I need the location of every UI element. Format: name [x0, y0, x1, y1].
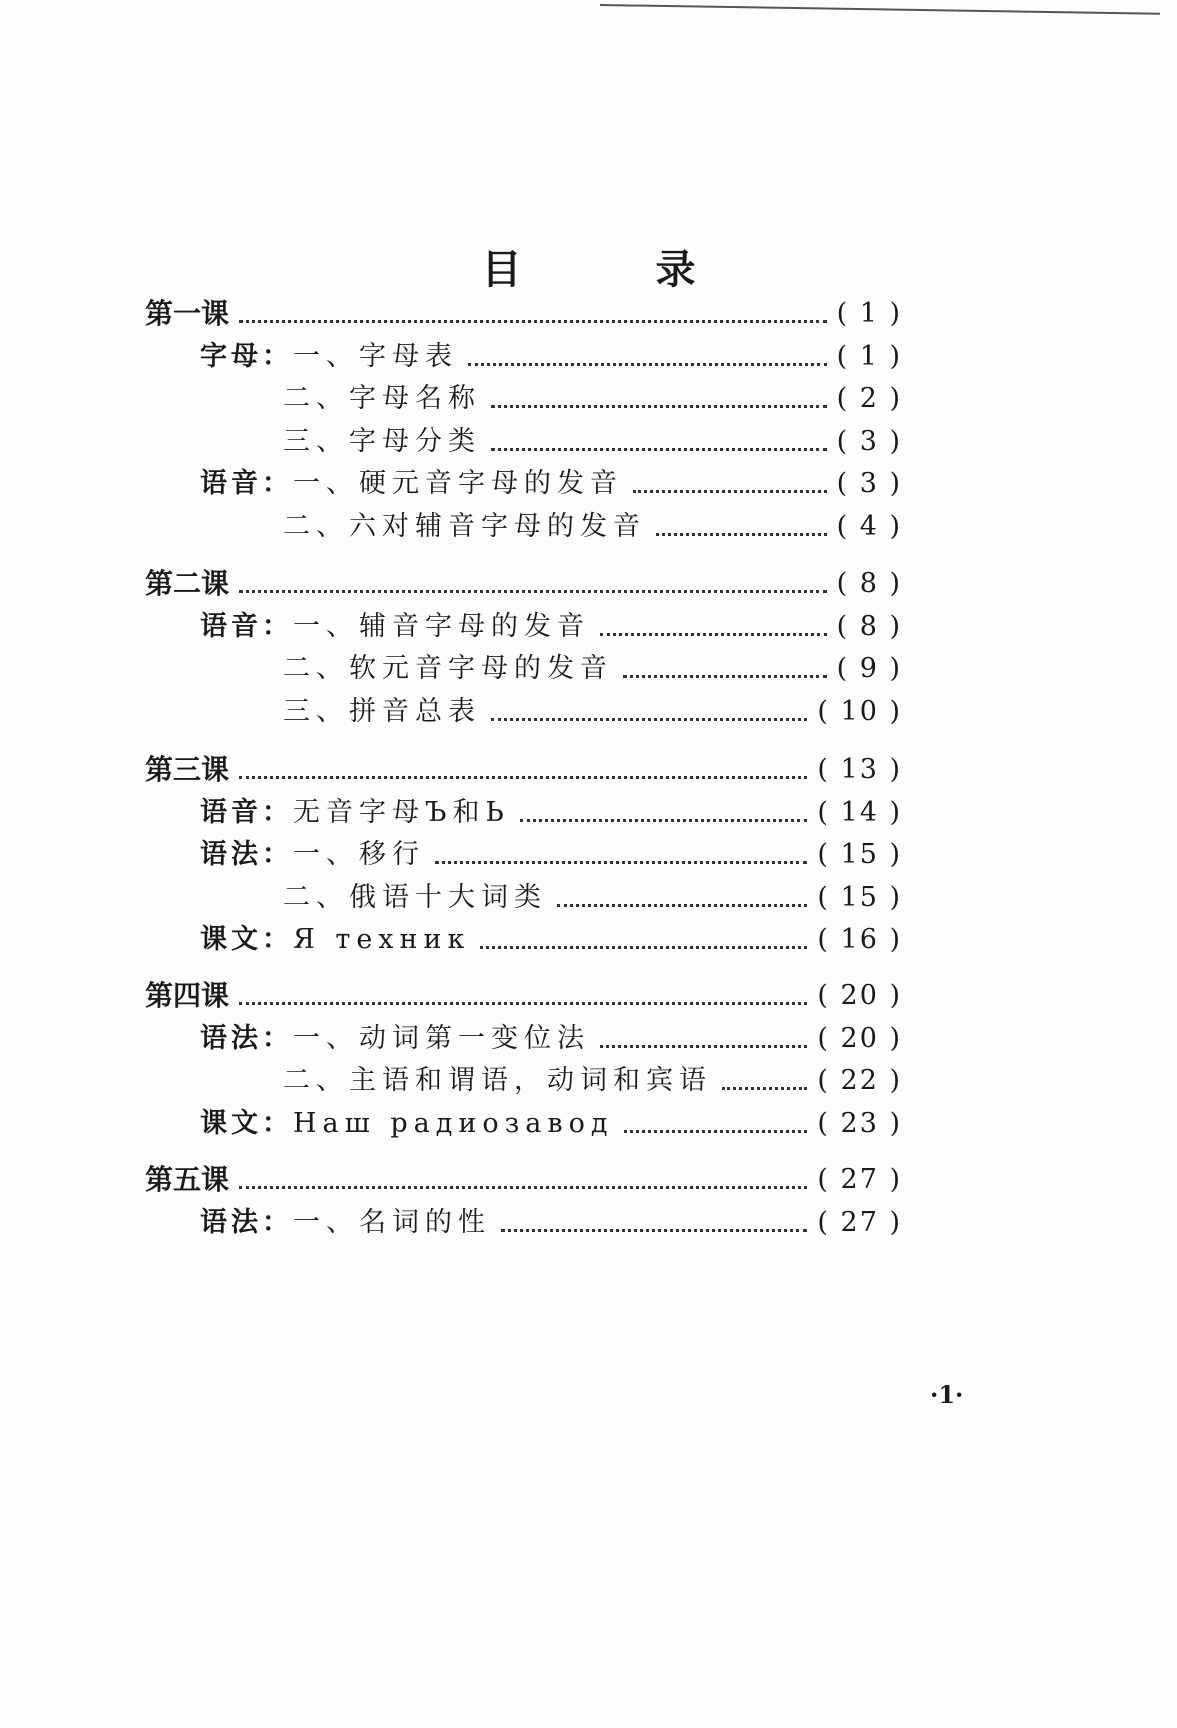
entry-page-number: ( 8 ): [836, 610, 902, 642]
toc-lesson-row[interactable]: [145, 566, 902, 602]
toc-entry-row[interactable]: [283, 381, 902, 417]
entry-title: 一、辅音字母的发音: [293, 610, 590, 642]
toc-lesson-row[interactable]: [145, 978, 902, 1014]
entry-title: 一、名词的性: [293, 1206, 491, 1238]
dot-leader: [633, 489, 827, 493]
entry-page-number: ( 9 ): [836, 653, 902, 684]
entry-page-number: ( 23 ): [817, 1107, 902, 1139]
entry-category: 字母：: [200, 340, 293, 372]
toc-entry-row[interactable]: [283, 694, 902, 730]
dot-leader: [468, 362, 827, 366]
lesson-page-number: ( 20 ): [817, 980, 902, 1011]
dot-leader: [480, 945, 807, 949]
dot-leader: [239, 1185, 807, 1189]
entry-title: Я техник: [293, 924, 471, 955]
dot-leader: [239, 775, 807, 779]
entry-category: 课文：: [200, 1107, 293, 1139]
entry-title: 一、移行: [293, 839, 425, 870]
toc-entry-row[interactable]: [200, 837, 902, 873]
entry-category: 语音：: [200, 610, 293, 642]
toc-entry-row[interactable]: [283, 509, 902, 545]
toc-entry-row[interactable]: [200, 609, 902, 645]
entry-title: 二、主语和谓语，动词和宾语: [283, 1065, 712, 1096]
dot-leader: [435, 860, 807, 864]
dot-leader: [239, 589, 827, 593]
toc-entry-row[interactable]: [200, 339, 902, 375]
dot-leader: [557, 903, 807, 907]
toc-entry-row[interactable]: [200, 922, 902, 958]
entry-page-number: ( 4 ): [836, 510, 902, 542]
dot-leader: [501, 1228, 807, 1232]
entry-category: 语法：: [200, 1206, 293, 1238]
toc-entry-row[interactable]: [283, 424, 902, 460]
dot-leader: [239, 319, 827, 323]
toc-entry-row[interactable]: [200, 1106, 902, 1142]
toc-entry-row[interactable]: [200, 466, 902, 502]
dot-leader: [600, 1044, 807, 1048]
entry-title: 二、软元音字母的发音: [283, 653, 613, 684]
lesson-title: 第三课: [145, 753, 230, 786]
lesson-title: 第五课: [145, 1163, 230, 1196]
dot-leader: [491, 717, 807, 721]
entry-category: 语音：: [200, 796, 293, 828]
entry-category: 课文：: [200, 924, 293, 955]
entry-page-number: ( 3 ): [836, 425, 902, 457]
dot-leader: [491, 447, 827, 451]
dot-leader: [722, 1086, 807, 1090]
entry-page-number: ( 20 ): [817, 1022, 902, 1054]
lesson-title: 第二课: [145, 567, 230, 600]
dot-leader: [656, 532, 827, 536]
toc-entry-row[interactable]: [200, 795, 902, 831]
toc-entry-row[interactable]: [283, 880, 902, 916]
toc-lesson-row[interactable]: [145, 296, 902, 332]
entry-title: 三、字母分类: [283, 425, 481, 457]
toc-entry-row[interactable]: [283, 651, 902, 687]
page-number: ·1·: [930, 1380, 964, 1409]
lesson-page-number: ( 1 ): [836, 298, 902, 329]
lesson-page-number: ( 27 ): [817, 1164, 902, 1195]
entry-title: 二、俄语十大词类: [283, 881, 547, 913]
entry-category: 语法：: [200, 839, 293, 870]
lesson-title: 第一课: [145, 297, 230, 330]
toc-entry-row[interactable]: [200, 1205, 902, 1241]
entry-page-number: ( 22 ): [817, 1065, 902, 1096]
toc-entry-row[interactable]: [283, 1063, 902, 1099]
toc-entry-row[interactable]: [200, 1021, 902, 1057]
entry-category: 语法：: [200, 1022, 293, 1054]
entry-title: 三、拼音总表: [283, 695, 481, 727]
entry-page-number: ( 15 ): [817, 839, 902, 870]
entry-title: 一、字母表: [293, 340, 458, 372]
entry-page-number: ( 14 ): [817, 796, 902, 828]
entry-title: 二、六对辅音字母的发音: [283, 510, 646, 542]
page-title: 目 录: [481, 247, 756, 293]
entry-category: 语音：: [200, 468, 293, 499]
entry-title: 二、字母名称: [283, 383, 481, 414]
entry-page-number: ( 3 ): [836, 468, 902, 499]
dot-leader: [491, 404, 827, 408]
lesson-title: 第四课: [145, 979, 230, 1012]
entry-page-number: ( 10 ): [817, 695, 902, 727]
toc-lesson-row[interactable]: [145, 752, 902, 788]
entry-page-number: ( 15 ): [817, 881, 902, 913]
lesson-page-number: ( 8 ): [836, 568, 902, 599]
entry-page-number: ( 1 ): [836, 340, 902, 372]
dot-leader: [623, 674, 827, 678]
entry-title: 一、硬元音字母的发音: [293, 468, 623, 499]
dot-leader: [520, 818, 808, 822]
entry-title: Наш радиозавод: [293, 1107, 614, 1139]
entry-title: 一、动词第一变位法: [293, 1022, 590, 1054]
dot-leader: [624, 1129, 808, 1133]
entry-page-number: ( 2 ): [836, 383, 902, 414]
dot-leader: [239, 1001, 807, 1005]
dot-leader: [600, 632, 827, 636]
entry-title: 无音字母Ъ和Ь: [293, 796, 510, 828]
lesson-page-number: ( 13 ): [817, 754, 902, 785]
toc-lesson-row[interactable]: [145, 1162, 902, 1198]
entry-page-number: ( 27 ): [817, 1206, 902, 1238]
entry-page-number: ( 16 ): [817, 924, 902, 955]
